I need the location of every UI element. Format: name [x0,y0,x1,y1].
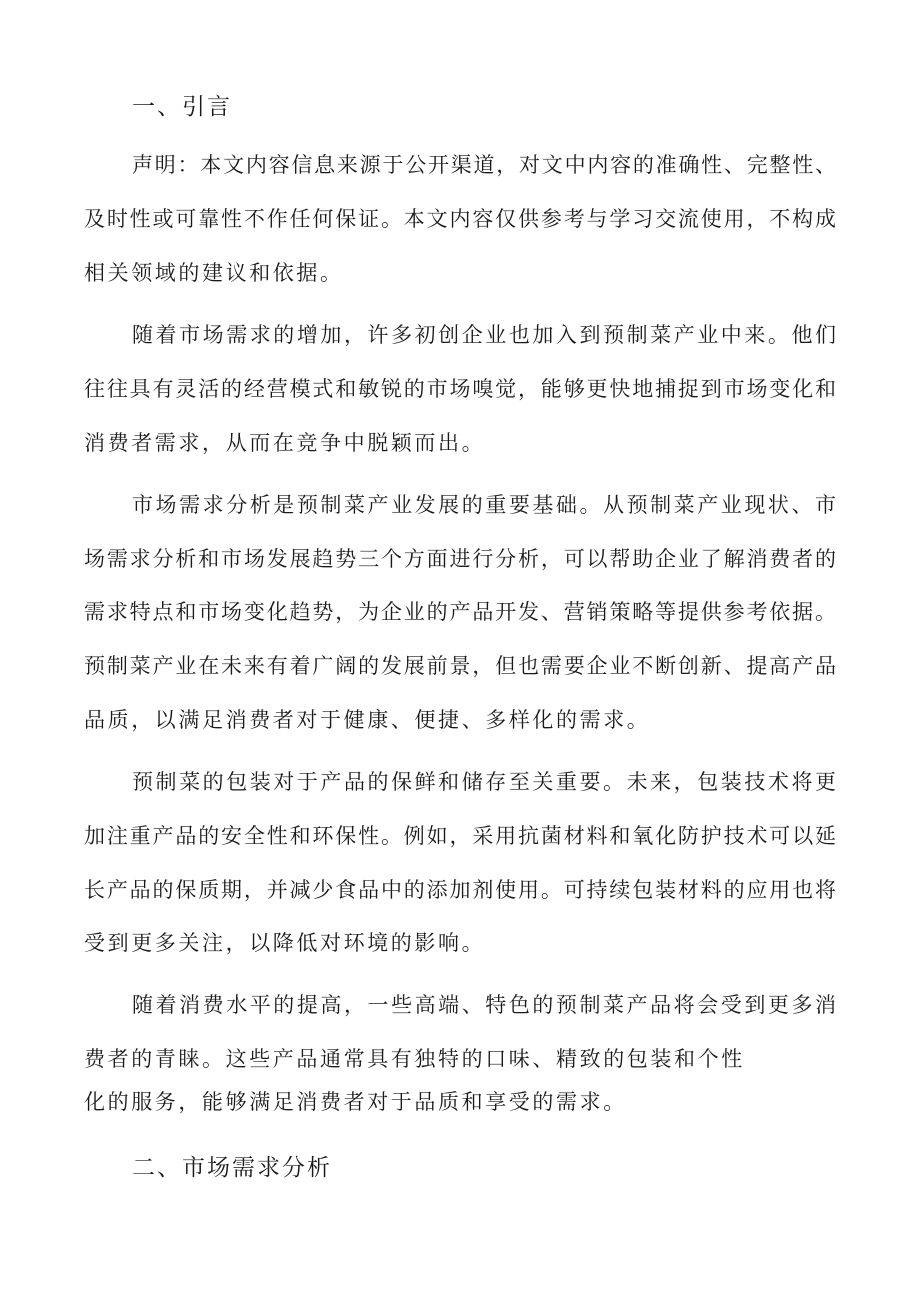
paragraph-line: 场需求分析和市场发展趋势三个方面进行分析，可以帮助企业了解消费者的 [84,547,836,571]
paragraph-line: 预制菜的包装对于产品的保鲜和储存至关重要。未来，包装技术将更 [132,770,836,794]
paragraph-line: 费者的青睐。这些产品通常具有独特的口味、精致的包装和个性 [84,1047,745,1071]
paragraph-line: 随着消费水平的提高，一些高端、特色的预制菜产品将会受到更多消 [132,993,836,1017]
paragraph-line: 声明：本文内容信息来源于公开渠道，对文中内容的准确性、完整性、 [132,153,836,177]
paragraph-line: 随着市场需求的增加，许多初创企业也加入到预制菜产业中来。他们 [132,323,836,347]
paragraph-line: 需求特点和市场变化趋势，为企业的产品开发、营销策略等提供参考依据。 [84,600,836,624]
paragraph-line: 长产品的保质期，并减少食品中的添加剂使用。可持续包装材料的应用也将 [84,878,836,902]
paragraph-line: 及时性或可靠性不作任何保证。本文内容仅供参考与学习交流使用，不构成 [84,207,836,231]
paragraph-line: 受到更多关注，以降低对环境的影响。 [84,931,486,955]
paragraph-line: 化的服务，能够满足消费者对于品质和享受的需求。 [84,1090,627,1114]
paragraph-line: 加注重产品的安全性和环保性。例如，采用抗菌材料和氧化防护技术可以延 [84,824,836,848]
paragraph-line: 往往具有灵活的经营模式和敏锐的市场嗅觉，能够更快地捕捉到市场变化和 [84,377,836,401]
section-heading-market-demand-analysis: 二、市场需求分析 [132,1155,332,1181]
paragraph-line: 消费者需求，从而在竞争中脱颖而出。 [84,431,486,455]
paragraph-line: 相关领域的建议和依据。 [84,261,344,285]
paragraph-line: 品质，以满足消费者对于健康、便捷、多样化的需求。 [84,708,651,732]
section-heading-introduction: 一、引言 [132,94,232,120]
paragraph-line: 预制菜产业在未来有着广阔的发展前景，但也需要企业不断创新、提高产品 [84,654,836,678]
paragraph-line: 市场需求分析是预制菜产业发展的重要基础。从预制菜产业现状、市 [132,493,836,517]
